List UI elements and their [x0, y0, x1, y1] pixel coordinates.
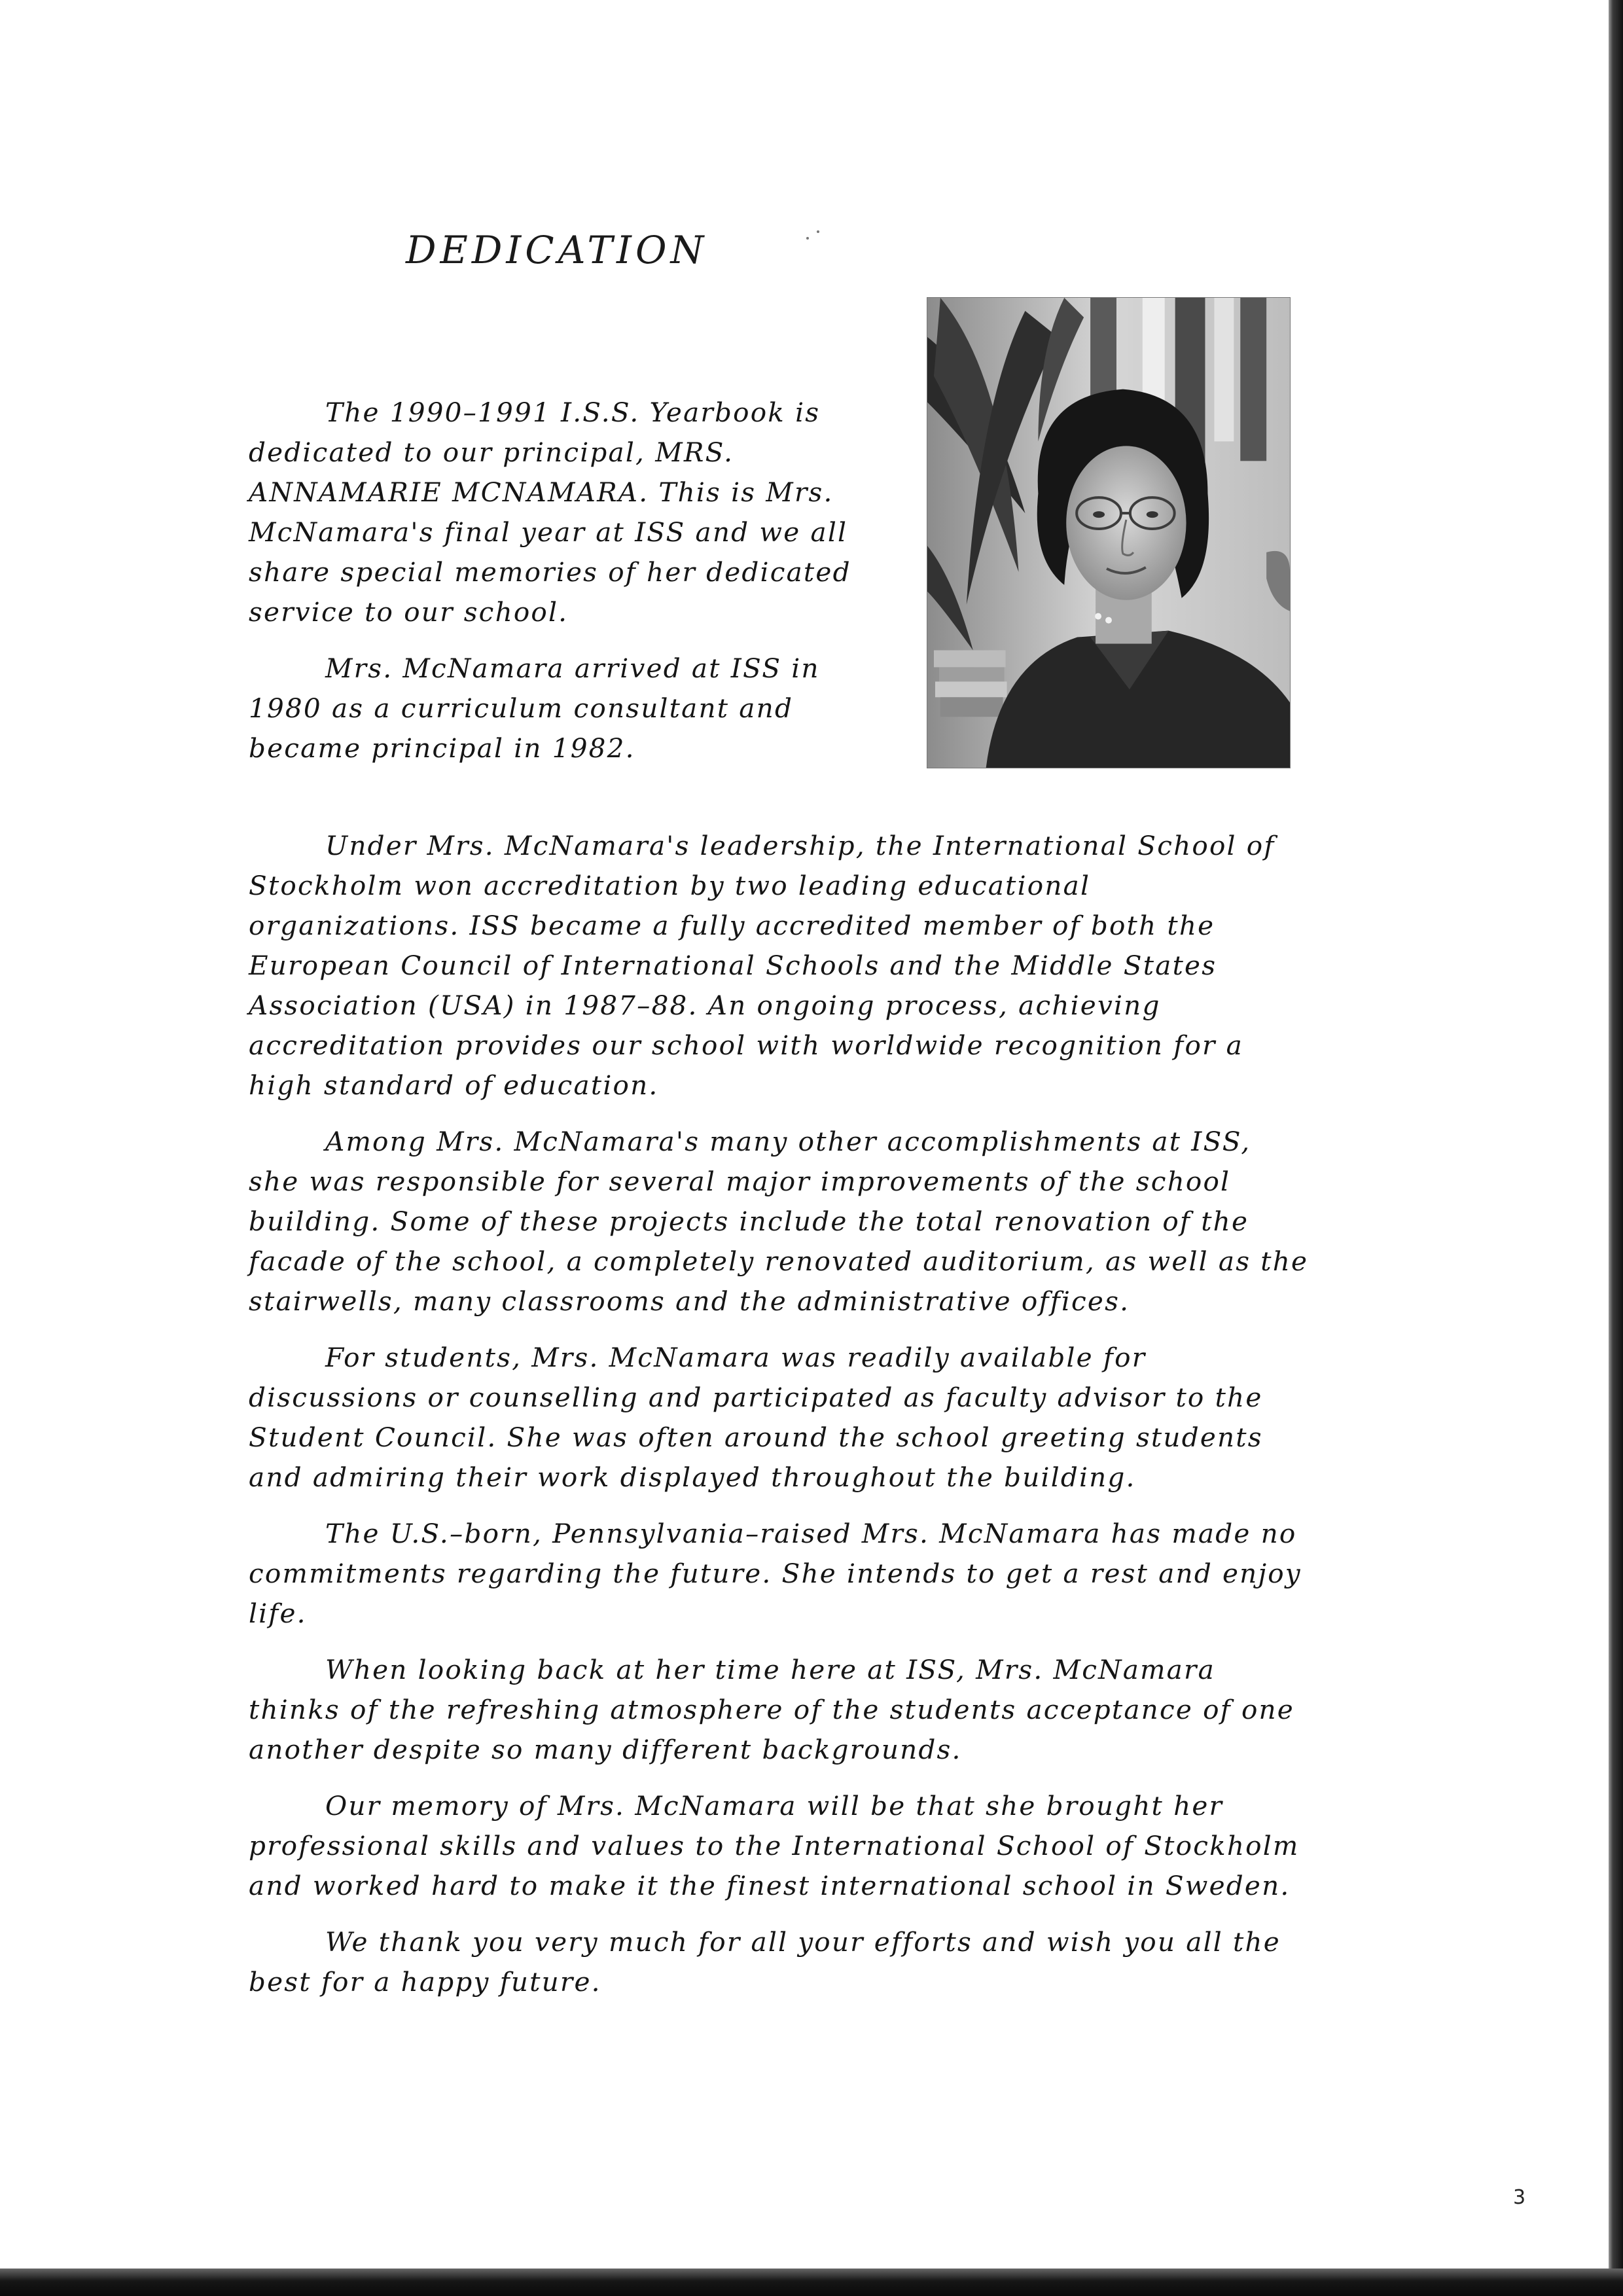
page-edge-bottom	[0, 2269, 1623, 2296]
paragraph: When looking back at her time here at ISS, Mrs. McNamara thinks of the refreshing atmosphere of the students acceptance of one another despite so many different backgrounds.	[249, 1654, 1294, 1765]
page-edge-right	[1609, 0, 1623, 2296]
paragraph: The 1990–1991 I.S.S. Yearbook is dedicated to our principal, MRS. ANNAMARIE MCNAMARA. This is Mrs. McNamara's final year at ISS and we all share special memories of her dedicated service to our school.	[249, 397, 851, 628]
principal-portrait-photo	[927, 297, 1291, 768]
paragraph: Under Mrs. McNamara's leadership, the International School of Stockholm won accreditation by two leading educational organizations. ISS became a fully accredited member of both the European Council of International Schools and the Middle States Association (USA) in 1987–88. An ongoing process, achieving accreditation provides our school with worldwide recognition for a high standard of education.	[249, 830, 1275, 1101]
paragraph: Our memory of Mrs. McNamara will be that she brought her professional skills and values to the International School of Stockholm and worked hard to make it the finest international school in Sweden.	[249, 1790, 1300, 1901]
scan-speck	[806, 237, 809, 240]
paragraph: The U.S.–born, Pennsylvania–raised Mrs. McNamara has made no commitments regarding the future. She intends to get a rest and enjoy life.	[249, 1518, 1302, 1629]
scan-speck	[817, 230, 819, 233]
dedication-intro-text	[249, 393, 890, 785]
dedication-body-text	[249, 826, 1309, 2018]
paragraph: For students, Mrs. McNamara was readily available for discussions or counselling and participated as faculty advisor to the Student Council. She was often around the school greeting students and admiring their work displayed throughout the building.	[249, 1342, 1263, 1493]
page-title: DEDICATION	[406, 228, 708, 272]
page-number: 3	[1513, 2186, 1526, 2209]
portrait-illustration	[927, 298, 1290, 768]
paragraph: Mrs. McNamara arrived at ISS in 1980 as a curriculum consultant and became principal in 1982.	[249, 653, 820, 764]
paragraph: Among Mrs. McNamara's many other accomplishments at ISS, she was responsible for several major improvements of the school building. Some of these projects include the total renovation of the facade of the school, a completely renovated auditorium, as well as the stairwells, many classrooms and the administrative offices.	[249, 1126, 1309, 1317]
paragraph: We thank you very much for all your efforts and wish you all the best for a happy future.	[249, 1926, 1281, 1998]
